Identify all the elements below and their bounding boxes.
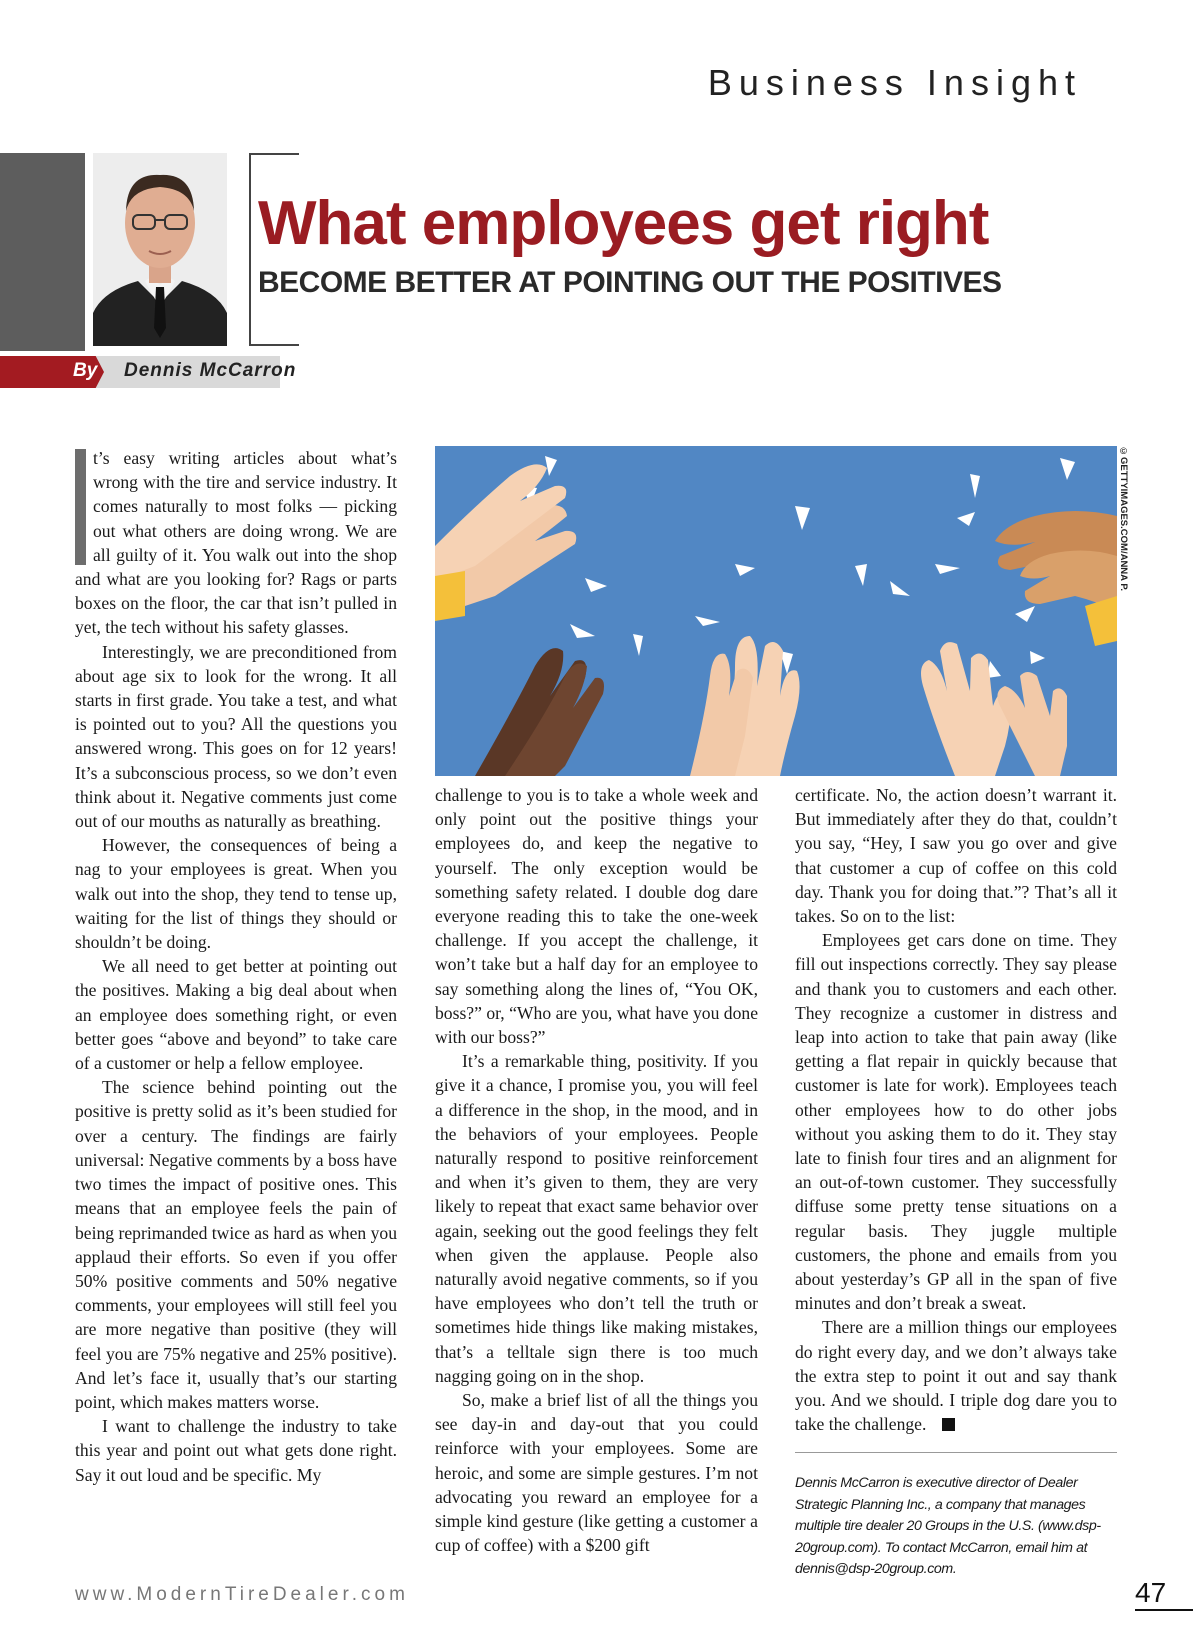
author-photo — [93, 153, 227, 346]
paragraph: The science behind pointing out the positive is pretty solid as it’s been studied for over a century. The findings are fairly universal: Negative comments by a boss have two times the impact of positive ones. This means that an employee feels the pain of being reprimanded twice as hard as when you applaud their efforts. So even if you offer 50% positive comments and 50% negative comments, your employees will still feel you are more negative than positive (they will feel you are 75% negative and 25% positive). And let’s face it, usually that’s our starting point, which makes matters worse. — [75, 1077, 397, 1412]
paragraph: However, the consequences of being a nag to your employees is great. When you walk out into the shop, they tend to tense up, waiting for the list of things they should or shouldn’t be doing. — [75, 835, 397, 953]
article-column-2 — [435, 783, 758, 1558]
article-column-3 — [795, 783, 1117, 1436]
page-number: 47 — [1135, 1577, 1167, 1608]
clapping-hands-illustration — [435, 446, 1117, 776]
paragraph: certificate. No, the action doesn’t warrant it. But immediately after they do that, couldn’t you say, “Hey, I saw you go over and give that customer a cup of coffee on this cold day. Thank you for doing that.”? That’s all it takes. So on to the list: — [795, 785, 1117, 927]
paragraph: So, make a brief list of all the things you see day-in and day-out that you could reinforce with your employees. Some are heroic, and some are simple gestures. I’m not advocating you reward an employee for a simple kind gesture (like getting a customer a cup of coffee) with a $200 gift — [435, 1390, 758, 1556]
author-bio: Dennis McCarron is executive director of Dealer Strategic Planning Inc., a company that manages multiple tire dealer 20 Groups in the U.S. (www.dsp-20group.com). To contact McCarron, email him at dennis@dsp-20group.com. — [795, 1475, 1101, 1578]
page-number-rule — [1135, 1609, 1193, 1611]
article-column-1 — [75, 446, 397, 1487]
byline-label: By — [73, 360, 98, 381]
drop-cap — [75, 449, 86, 565]
paragraph: Employees get cars done on time. They fill out inspections correctly. They say please and thank you to customers and each other. They recognize a customer in distress and leap into action to take that pain away (like getting a flat repair in quickly because that customer is late for work). Employees teach other employees how to do other jobs without you asking them to do it. They stay late to finish four tires and an alignment for an out-of-town customer. They successfully diffuse some pretty tense situations on a regular basis. They juggle multiple customers, the phone and emails from you about yesterday’s GP all in the span of five minutes and don’t break a sweat. — [795, 930, 1117, 1314]
paragraph: Interestingly, we are preconditioned from about age six to look for the wrong. It all starts in first grade. You take a test, and what is pointed out to you? All the questions you answered wrong. This goes on for 12 years! It’s a subconscious process, so we don’t even think about it. Negative comments just come out of our mouths as naturally as breathing. — [75, 641, 397, 832]
decorative-bar — [0, 153, 85, 351]
author-name: Dennis McCarron — [124, 360, 297, 381]
bio-divider — [795, 1452, 1117, 1453]
photo-credit: ©GETTYIMAGES.COM/ANNA P. — [1118, 446, 1129, 592]
paragraph: challenge to you is to take a whole week and only point out the positive things your employees do, and keep the negative to yourself. The only exception would be something safety related. I double dog dare everyone reading this to take the one-week challenge. If you accept the challenge, it won’t take but a half day for an employee to say something along the lines of, “You OK, boss?” or, “Who are you, what have you done with our boss?” — [435, 785, 758, 1048]
footer-url: www.ModernTireDealer.com — [75, 1584, 409, 1605]
article-subtitle: BECOME BETTER AT POINTING OUT THE POSITIVES — [258, 266, 1002, 299]
article-title: What employees get right — [258, 189, 989, 258]
paragraph: It’s a remarkable thing, positivity. If you give it a chance, I promise you, you will feel a difference in the shop, in the mood, and in the behaviors of your employees. People naturally respond to positive reinforcement and when it’s given to them, they are very likely to repeat that exact same behavior over again, seeking out the good feelings they felt when given the applause. People also naturally avoid negative comments, so if you have employees who don’t tell the truth or sometimes hide things like making mistakes, that’s a telltale sign there is too much nagging going on in the shop. — [435, 1051, 758, 1386]
paragraph: I want to challenge the industry to take this year and point out what gets done right. Say it out loud and be specific. My — [75, 1416, 397, 1485]
section-label: Business Insight — [707, 62, 1082, 103]
end-mark-square-icon — [942, 1418, 955, 1431]
paragraph — [75, 446, 397, 640]
paragraph: We all need to get better at pointing out the positives. Making a big deal about when an employee does something right, or even better goes “above and beyond” to take care of a customer or help a fellow employee. — [75, 956, 397, 1074]
paragraph-text: There are a million things our employees do right every day, and we don’t always take the extra step to point it out and say thank you. And we should. I triple dog dare you to take the challenge. — [795, 1317, 1117, 1435]
paragraph-text: t’s easy writing articles about what’s wrong with the tire and service industry. It comes naturally to most folks — picking out what others are doing wrong. We are all guilty of it. You walk out into the shop and what are you looking for? Rags or parts boxes on the floor, the car that isn’t pulled in yet, the tech without his safety glasses. — [75, 448, 397, 638]
paragraph — [795, 1315, 1117, 1436]
